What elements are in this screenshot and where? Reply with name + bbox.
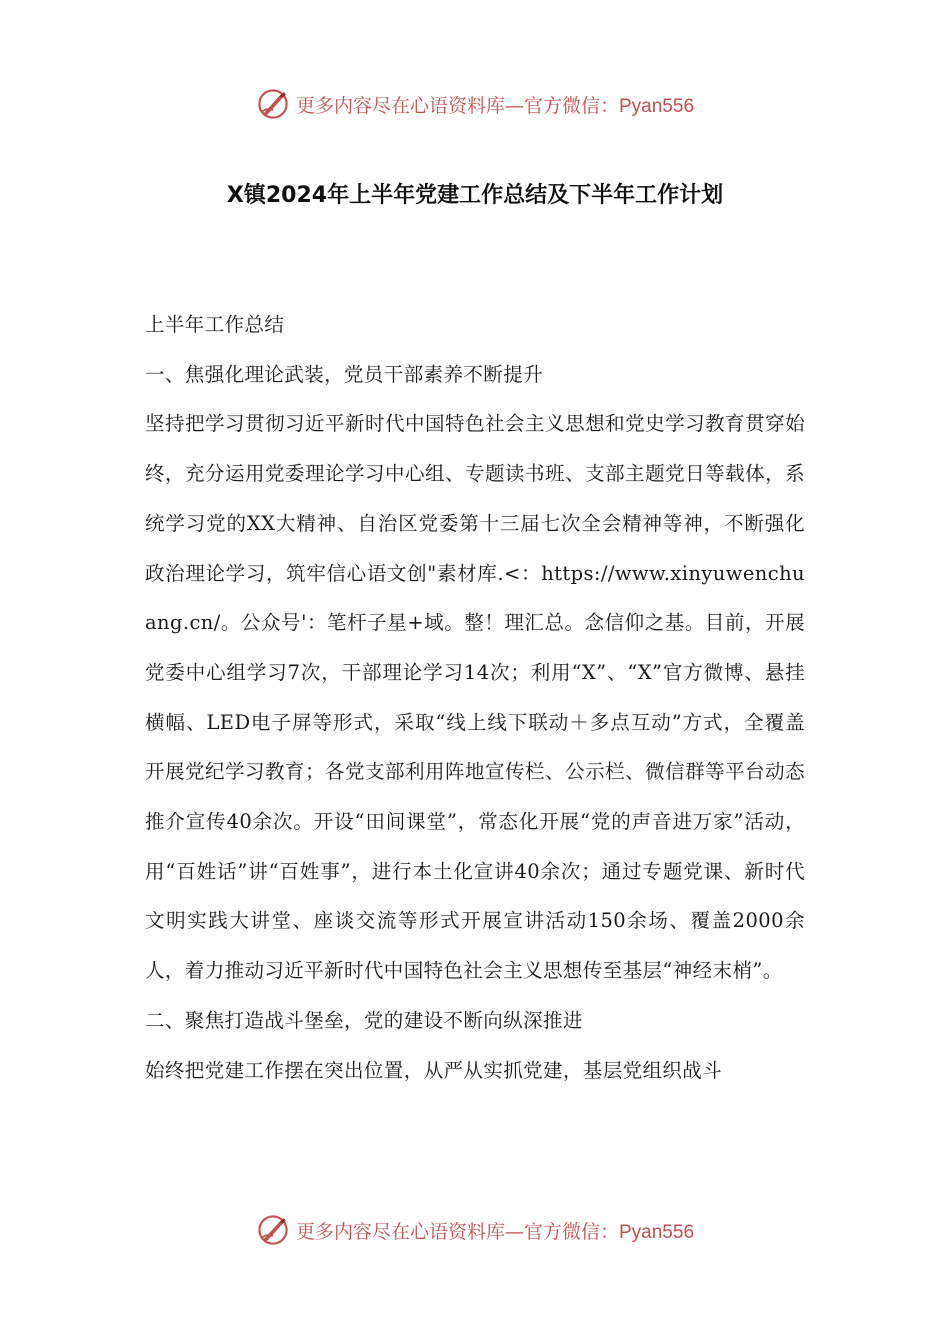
- document-body: [145, 300, 805, 1095]
- header-wechat-handle: Pyan556: [619, 95, 695, 117]
- pen-logo-icon: [256, 1213, 290, 1247]
- paragraph-1: 坚持把学习贯彻习近平新时代中国特色社会主义思想和党史学习教育贯穿始终，充分运用党委理论学习中心组、专题读书班、支部主题党日等载体，系统学习党的XX大精神、自治区党委第十三届七次全会精神等神，不断强化政治理论学习，筑牢信心语文创"素材库.<：https://www.xinyuwenchuang.cn/。公众号'：笔杆子星+域。整！理汇总。念信仰之基。目前，开展党委中心组学习7次，干部理论学习14次；利用“X”、“X”官方微博、悬挂横幅、LED电子屏等形式，采取“线上线下联动＋多点互动”方式，全覆盖开展党纪学习教育；各党支部利用阵地宣传栏、公示栏、微信群等平台动态推介宣传40余次。开设“田间课堂”，常态化开展“党的声音进万家”活动，用“百姓话”讲“百姓事”，进行本土化宣讲40余次；通过专题党课、新时代文明实践大讲堂、座谈交流等形式开展宣讲活动150余场、覆盖2000余人，着力推动习近平新时代中国特色社会主义思想传至基层“神经末梢”。: [145, 412, 805, 983]
- header-banner: [0, 82, 950, 126]
- header-banner-text: 更多内容尽在心语资料库—官方微信：Pyan556: [295, 94, 695, 117]
- pen-logo-icon: [256, 87, 290, 121]
- footer-banner: [0, 1208, 950, 1252]
- heading-1: 一、焦强化理论武装，党员干部素养不断提升: [145, 362, 544, 386]
- heading-2: 二、聚焦打造战斗堡垒，党的建设不断向纵深推进: [145, 1008, 583, 1032]
- footer-banner-text: 更多内容尽在心语资料库—官方微信：Pyan556: [295, 1220, 695, 1243]
- document-title: X镇2024年上半年党建工作总结及下半年工作计划: [226, 183, 724, 208]
- paragraph-2: 始终把党建工作摆在突出位置，从严从实抓党建，基层党组织战斗: [145, 1058, 723, 1082]
- section-heading: 上半年工作总结: [145, 313, 285, 336]
- footer-wechat-handle: Pyan556: [619, 1221, 695, 1243]
